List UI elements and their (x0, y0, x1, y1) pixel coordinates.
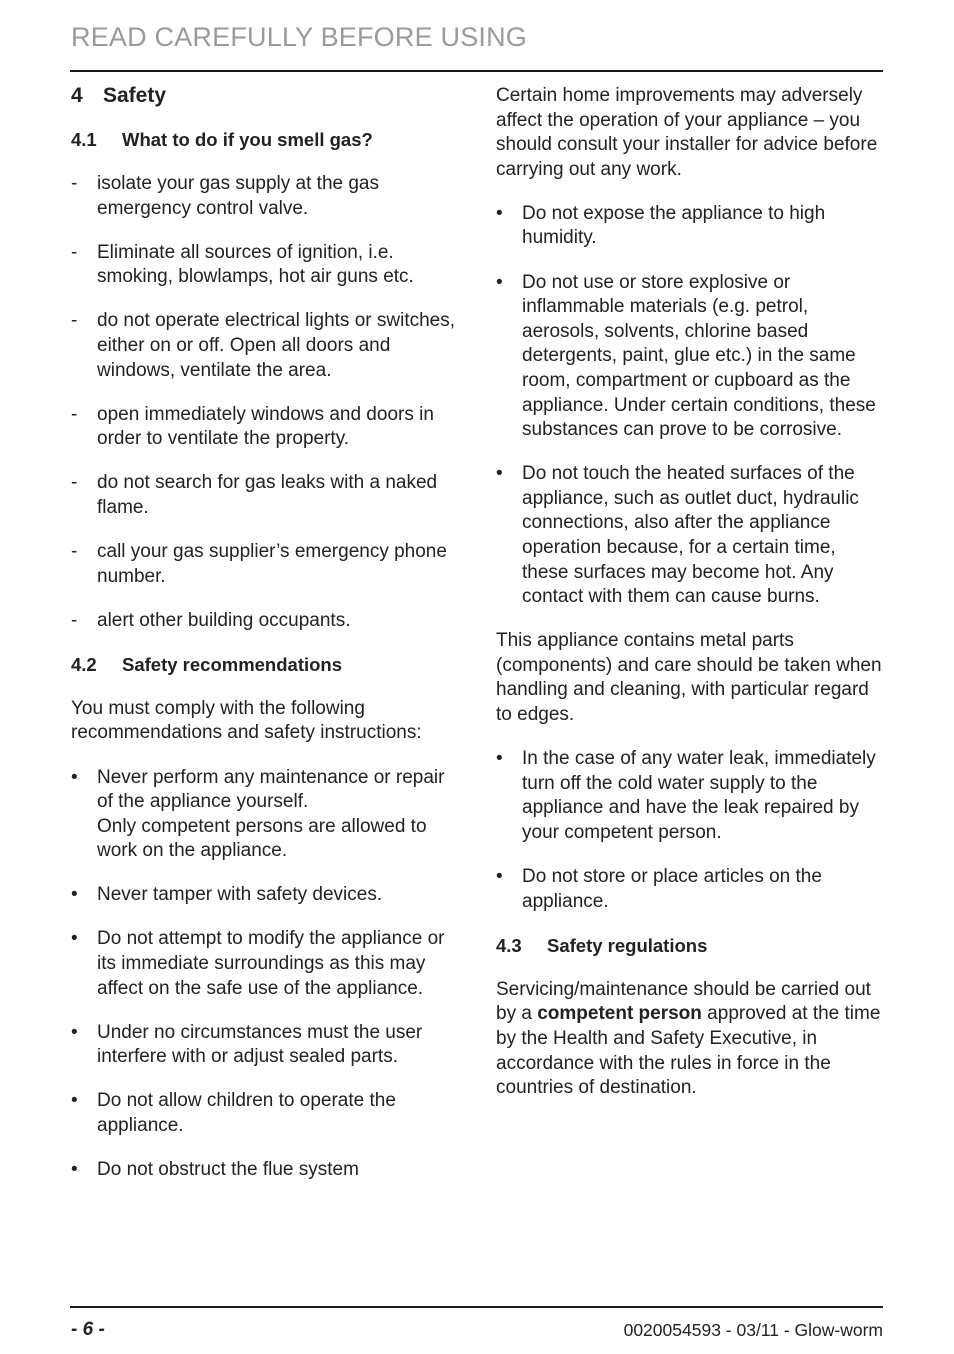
list-item (71, 403, 457, 452)
list-item-text: Only competent persons are allowed to work on the appliance. (97, 815, 427, 862)
right-column (496, 84, 882, 1101)
bullet-marker: • (496, 748, 503, 770)
list-item-text: Do not allow children to operate the appliance. (97, 1090, 396, 1137)
metal-parts-paragraph: This appliance contains metal parts (components) and care should be taken when handling and cleaning, with particular regard to edges. (496, 630, 882, 726)
list-item (496, 271, 882, 443)
list-item (71, 241, 457, 290)
regulations-text: approved at the time by the Health and Safety Executive, in accordance with the rules in force in the countries of destination. (496, 1003, 881, 1099)
list-item (71, 1158, 457, 1183)
dash-marker: - (71, 310, 78, 332)
dash-marker: - (71, 472, 78, 494)
page-number: - 6 - (71, 1319, 105, 1340)
list-item-text: isolate your gas supply at the gas emergency control valve. (97, 173, 380, 219)
list-item-text: alert other building occupants. (97, 609, 351, 631)
list-item (71, 927, 457, 1001)
list-item-text: Do not touch the heated surfaces of the appliance, such as outlet duct, hydraulic connections, also after the appliance operation because, for a certain time, these surfaces may become hot. Any contact with them can cause burns. (522, 463, 859, 608)
section-number: 4.1 (71, 129, 97, 150)
section-title: Safety (103, 84, 167, 107)
list-item-text: Do not use or store explosive or inflammable materials (e.g. petrol, aerosols, solvents, chlorine based detergents, paint, glue etc.) in the same room, compartment or cupboard as the appliance. Under certain conditions, these substances can prove to be corrosive. (522, 271, 876, 441)
list-item-text: Do not obstruct the flue system (97, 1159, 359, 1181)
list-item (496, 747, 882, 845)
safety-regulations-paragraph (496, 978, 882, 1101)
list-item (496, 462, 882, 610)
bullet-marker: • (71, 1021, 78, 1043)
bullet-marker: • (496, 866, 503, 888)
list-item-text: Do not expose the appliance to high humidity. (522, 202, 826, 249)
section-4-1-heading (71, 128, 457, 152)
section-4-2-heading (71, 653, 457, 677)
section-title: Safety recommendations (122, 653, 343, 675)
appliance-warnings-list (496, 202, 882, 610)
section-number: 4.3 (496, 934, 522, 956)
list-item-text: Do not store or place articles on the appliance. (522, 866, 822, 912)
home-improvements-paragraph: Certain home improvements may adversely affect the operation of your appliance – you should consult your installer for advice before carrying out any work. (496, 85, 878, 180)
section-number: 4 (71, 84, 83, 107)
bullet-marker: • (496, 202, 503, 224)
regulations-bold-text: competent person (537, 1003, 702, 1025)
section-4-heading (71, 84, 457, 108)
bullet-marker: • (496, 463, 503, 485)
bullet-marker: • (71, 766, 78, 788)
list-item-text: do not operate electrical lights or switches, either on or off. Open all doors and windows, ventilate the area. (97, 310, 456, 381)
bullet-marker: • (71, 1159, 78, 1181)
recommendations-intro: You must comply with the following recommendations and safety instructions: (71, 697, 422, 744)
list-item-text: Under no circumstances must the user interfere with or adjust sealed parts. (97, 1021, 423, 1068)
recommendations-list (71, 766, 457, 1183)
list-item (71, 172, 457, 221)
dash-marker: - (71, 241, 78, 263)
list-item (71, 1021, 457, 1070)
dash-marker: - (71, 403, 78, 425)
left-column (71, 84, 457, 1183)
section-title: Safety regulations (547, 934, 708, 956)
section-number: 4.2 (71, 653, 97, 675)
gas-smell-list (71, 172, 457, 633)
list-item (71, 766, 457, 864)
list-item-text: open immediately windows and doors in order to ventilate the property. (97, 403, 434, 450)
header-rule (70, 70, 883, 72)
list-item-text: call your gas supplier’s emergency phone number. (97, 541, 447, 587)
water-leak-list (496, 747, 882, 914)
list-item (71, 883, 457, 908)
list-item-text: Do not attempt to modify the appliance or its immediate surroundings as this may affect on the safe use of the appliance. (97, 928, 445, 999)
bullet-marker: • (71, 928, 78, 950)
bullet-marker: • (71, 884, 78, 906)
dash-marker: - (71, 173, 78, 194)
footer-rule (70, 1306, 883, 1308)
list-item (71, 1089, 457, 1138)
document-reference: 0020054593 - 03/11 - Glow-worm (623, 1320, 883, 1340)
list-item (71, 471, 457, 520)
bullet-marker: • (71, 1090, 78, 1112)
list-item-text: In the case of any water leak, immediately turn off the cold water supply to the appliance and have the leak repaired by your competent person. (522, 748, 876, 843)
section-4-3-heading (496, 934, 882, 958)
regulations-text: Servicing/maintenance should be carried out by a (496, 978, 871, 1025)
list-item (71, 540, 457, 589)
list-item (496, 202, 882, 251)
list-item (71, 309, 457, 383)
dash-marker: - (71, 609, 78, 631)
list-item-text: Never tamper with safety devices. (97, 884, 383, 906)
dash-marker: - (71, 541, 78, 563)
list-item-text: Eliminate all sources of ignition, i.e. smoking, blowlamps, hot air guns etc. (97, 241, 414, 288)
bullet-marker: • (496, 271, 503, 293)
list-item (496, 865, 882, 914)
list-item-text: do not search for gas leaks with a naked flame. (97, 472, 438, 518)
list-item-text: Never perform any maintenance or repair of the appliance yourself. (97, 766, 445, 813)
section-title: What to do if you smell gas? (122, 129, 373, 150)
page-header-title: READ CAREFULLY BEFORE USING (71, 22, 528, 52)
list-item (71, 609, 457, 634)
